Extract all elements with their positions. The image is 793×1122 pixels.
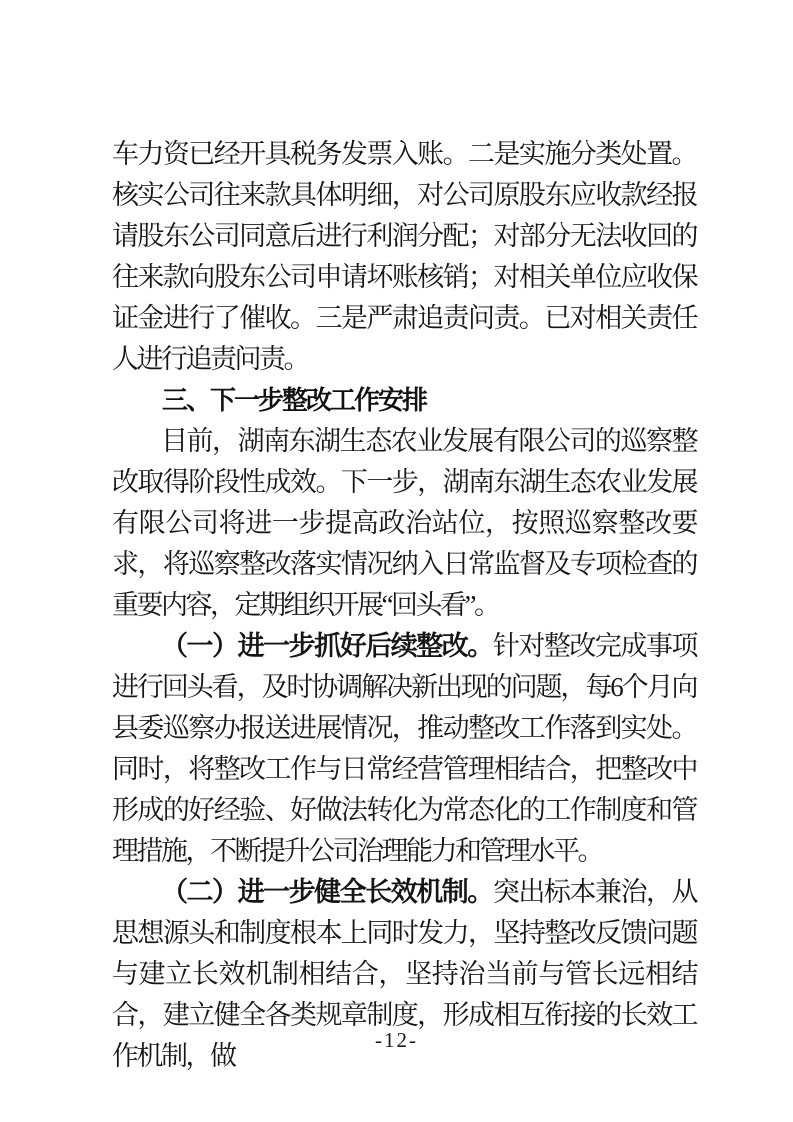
overview-paragraph: 目前，湖南东湖生态农业发展有限公司的巡察整改取得阶段性成效。下一步，湖南东湖生态农业发展有限公司将进一步提高政治站位，按照巡察整改要求，将巡察整改落实情况纳入日常监督及专项检查的重要内容，定期组织开展“回头看”。	[112, 426, 696, 620]
document-body	[112, 134, 696, 1077]
section-heading: 三、下一步整改工作安排	[162, 385, 427, 415]
item-2-text: 突出标本兼治，从思想源头和制度根本上同时发力，坚持整改反馈问题与建立长效机制相结合，坚持治当前与管长远相结合，建立健全各类规章制度，形成相互衔接的长效工作机制，做	[112, 877, 697, 1071]
item-1-text: 针对整改完成事项进行回头看，及时协调解决新出现的问题，每6个月向县委巡察办报送进展情况，推动整改工作落到实处。同时，将整改工作与日常经营管理相结合，把整改中形成的好经验、好做法转化为常态化的工作制度和管理措施，不断提升公司治理能力和管理水平。	[112, 631, 697, 866]
item-1-lead: （一）进一步抓好后续整改。	[161, 631, 493, 661]
page-number: -12-	[375, 1028, 418, 1052]
continuation-paragraph: 车力资已经开具税务发票入账。二是实施分类处置。核实公司往来款具体明细，对公司原股东应收款经报请股东公司同意后进行利润分配；对部分无法收回的往来款向股东公司申请坏账核销；对相关单位应收保证金进行了催收。三是严肃追责问责。已对相关责任人进行追责问责。	[112, 139, 696, 374]
item-2-lead: （二）进一步健全长效机制。	[161, 877, 493, 907]
item-1-paragraph	[112, 626, 696, 872]
